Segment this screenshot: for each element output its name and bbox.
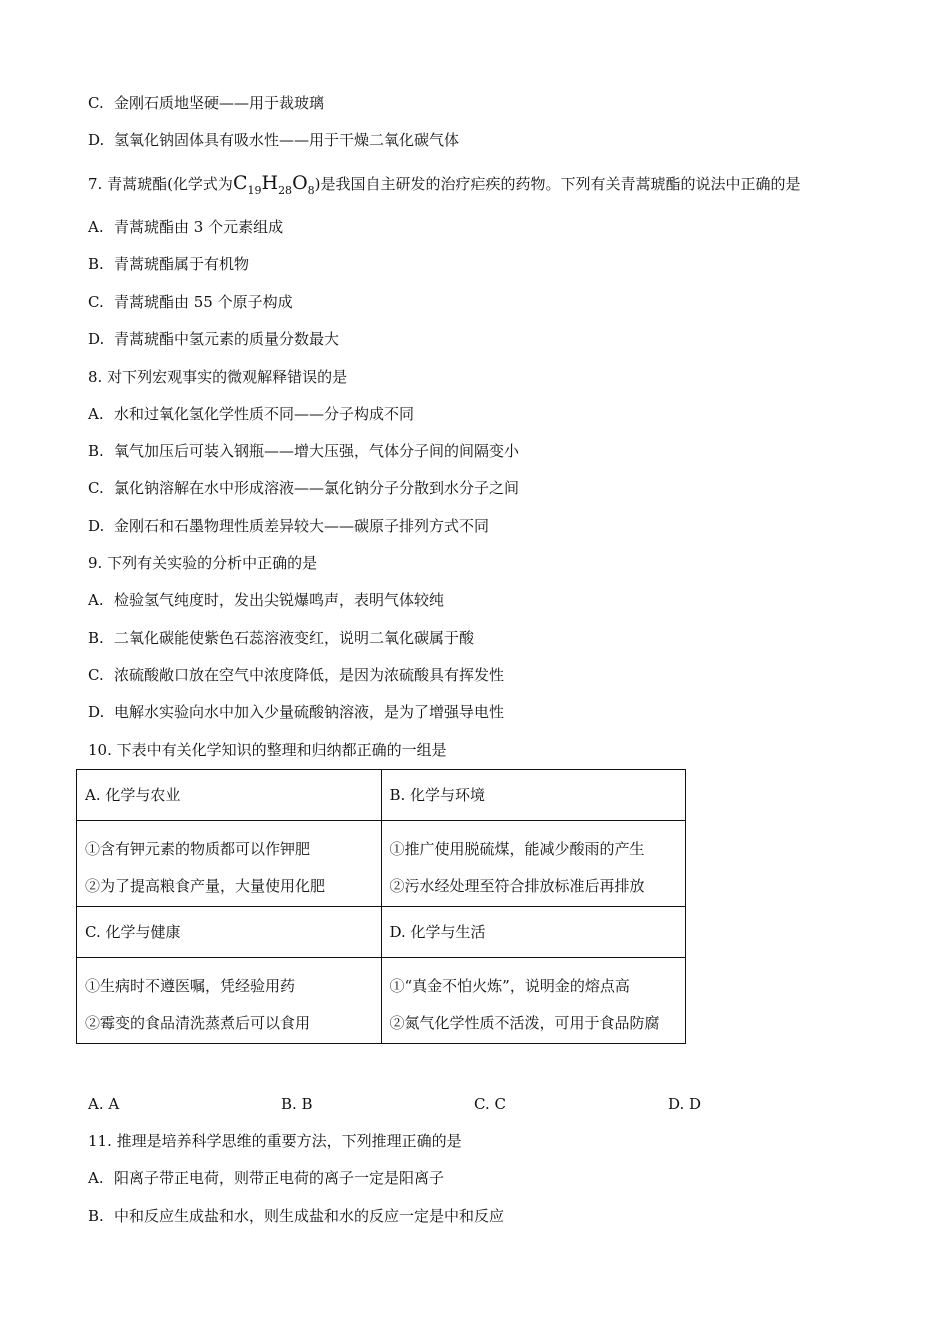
cell-c-content: ①生病时不遵医嘱，凭经验用药 ②霉变的食品清洗蒸煮后可以食用 [77,958,382,1044]
cell-b-content: ①推广使用脱硫煤，能减少酸雨的产生 ②污水经处理至符合排放标准后再排放 [381,821,686,907]
q7-option-d: D. 青蒿琥酯中氢元素的质量分数最大 [88,330,340,348]
cell-a-heading: A. 化学与农业 [77,770,382,821]
cell-d-heading: D. 化学与生活 [381,907,686,958]
knowledge-table [76,769,686,1044]
answer-choice-a[interactable]: A. A [88,1095,120,1113]
q8-option-b: B. 氧气加压后可装入钢瓶——增大压强，气体分子间的间隔变小 [88,442,520,460]
q9-stem: 9. 下列有关实验的分析中正确的是 [88,554,318,572]
answer-choice-d[interactable]: D. D [668,1095,702,1113]
q9-option-d: D. 电解水实验向水中加入少量硫酸钠溶液，是为了增强导电性 [88,703,505,721]
q7-option-a: A. 青蒿琥酯由 3 个元素组成 [88,218,284,236]
cell-b-heading: B. 化学与环境 [381,770,686,821]
answer-choice-b[interactable]: B. B [281,1095,313,1113]
cell-a-content: ①含有钾元素的物质都可以作钾肥 ②为了提高粮食产量，大量使用化肥 [77,821,382,907]
q8-stem: 8. 对下列宏观事实的微观解释错误的是 [88,368,348,386]
answer-choice-c[interactable]: C. C [474,1095,506,1113]
cell-c-heading: C. 化学与健康 [77,907,382,958]
q6-option-d: D. 氢氧化钠固体具有吸水性——用于干燥二氧化碳气体 [88,131,460,149]
q10-stem: 10. 下表中有关化学知识的整理和归纳都正确的一组是 [88,741,447,759]
q9-option-a: A. 检验氢气纯度时，发出尖锐爆鸣声，表明气体较纯 [88,591,445,609]
q6-option-c: C. 金刚石质地坚硬——用于裁玻璃 [88,94,325,112]
q7-option-b: B. 青蒿琥酯属于有机物 [88,255,250,273]
q9-option-c: C. 浓硫酸敞口放在空气中浓度降低，是因为浓硫酸具有挥发性 [88,666,505,684]
q7-stem: 7. 青蒿琥酯(化学式为$C_{19}H_{28}O_8$)是我国自主研发的治疗疟疾的药物。下列有关青蒿琥酯的说法中正确的是 [88,172,801,197]
chemical-formula: $C_{19}H_{28}O_8$ [232,172,315,197]
q9-option-b: B. 二氧化碳能使紫色石蕊溶液变红，说明二氧化碳属于酸 [88,629,475,647]
q8-option-d: D. 金刚石和石墨物理性质差异较大——碳原子排列方式不同 [88,517,490,535]
q8-option-c: C. 氯化钠溶解在水中形成溶液——氯化钠分子分散到水分子之间 [88,479,520,497]
q11-stem: 11. 推理是培养科学思维的重要方法，下列推理正确的是 [88,1132,462,1150]
cell-d-content: ①“真金不怕火炼”，说明金的熔点高 ②氮气化学性质不活泼，可用于食品防腐 [381,958,686,1044]
q11-option-b: B. 中和反应生成盐和水，则生成盐和水的反应一定是中和反应 [88,1207,505,1225]
q7-option-c: C. 青蒿琥酯由 55 个原子构成 [88,293,293,311]
q8-option-a: A. 水和过氧化氢化学性质不同——分子构成不同 [88,405,415,423]
q11-option-a: A. 阳离子带正电荷，则带正电荷的离子一定是阳离子 [88,1169,445,1187]
